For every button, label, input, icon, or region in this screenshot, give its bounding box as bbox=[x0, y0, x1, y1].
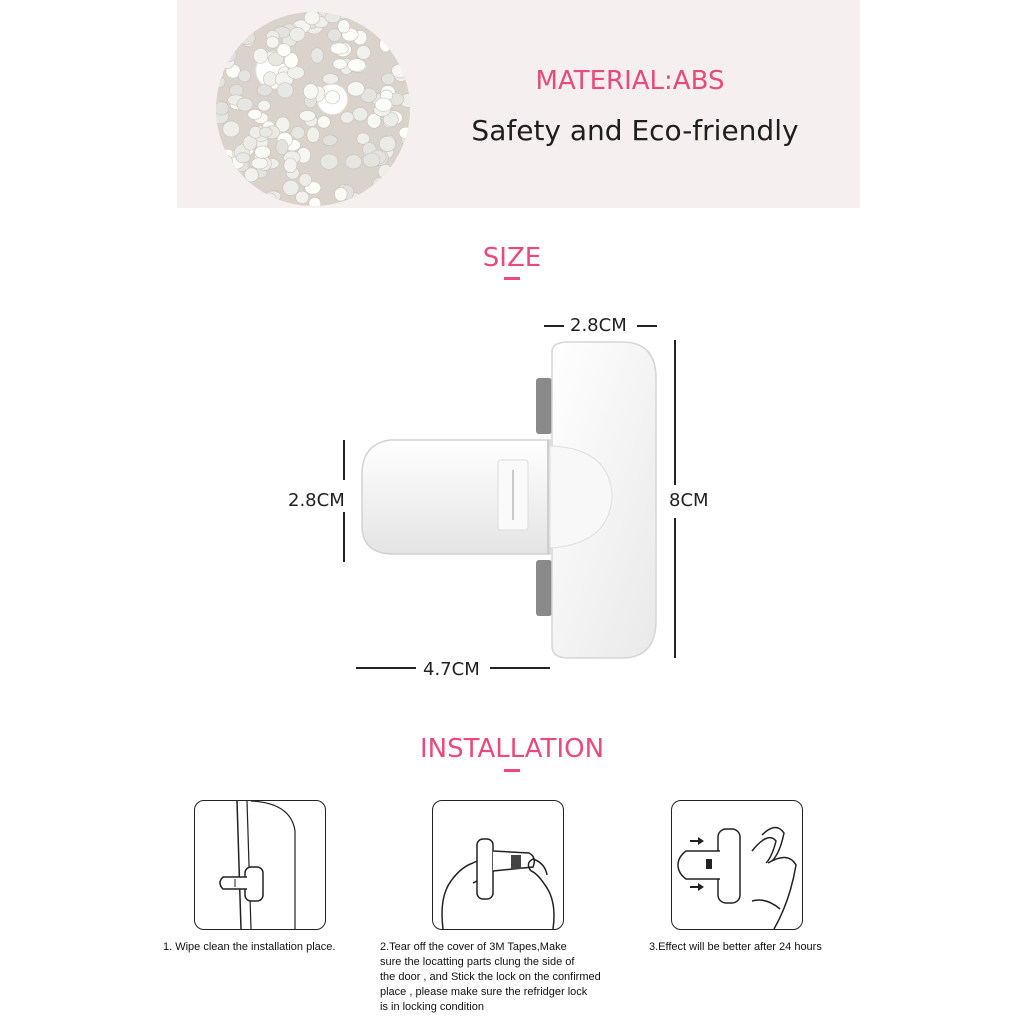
hands-peeling-tape-icon bbox=[433, 801, 563, 929]
dim-left-height: 2.8CM bbox=[288, 490, 345, 511]
material-tagline: Safety and Eco-friendly bbox=[471, 114, 799, 147]
step-3-illustration bbox=[671, 800, 803, 930]
step-1-illustration bbox=[194, 800, 326, 930]
step-1-text: 1. Wipe clean the installation place. bbox=[163, 941, 336, 953]
fridge-lock-product-image bbox=[340, 330, 670, 670]
grip-top bbox=[536, 378, 552, 434]
hand-pressing-lock-icon bbox=[672, 801, 802, 929]
step-2-line-5: is in locking condition bbox=[380, 1001, 484, 1013]
dim-right-height: 8CM bbox=[669, 490, 709, 511]
abs-pellets-image bbox=[216, 12, 410, 206]
dim-top-width: 2.8CM bbox=[570, 315, 627, 336]
dim-rule-right-top bbox=[674, 340, 676, 485]
dim-bottom-length: 4.7CM bbox=[423, 659, 480, 680]
dim-rule-right-bottom bbox=[674, 518, 676, 658]
dim-rule-top-left bbox=[544, 325, 564, 327]
step-2-line-2: sure the locatting parts clung the side of bbox=[380, 956, 575, 968]
step-2-text bbox=[380, 940, 601, 1015]
material-title: MATERIAL:ABS bbox=[535, 66, 725, 96]
size-title: SIZE bbox=[482, 243, 542, 273]
grip-bottom bbox=[536, 560, 552, 616]
step-3-text: 3.Effect will be better after 24 hours bbox=[649, 941, 822, 953]
size-underline bbox=[504, 277, 520, 280]
step-2-illustration bbox=[432, 800, 564, 930]
door-lock-icon bbox=[195, 801, 325, 929]
step-2-line-1: 2.Tear off the cover of 3M Tapes,Make bbox=[380, 941, 567, 953]
step-2-line-3: the door , and Stick the lock on the confirmed bbox=[380, 971, 601, 983]
step-2-line-4: place , please make sure the refridger lock bbox=[380, 986, 588, 998]
installation-underline bbox=[504, 769, 520, 772]
dim-rule-top-right bbox=[637, 325, 657, 327]
installation-title: INSTALLATION bbox=[419, 734, 605, 764]
